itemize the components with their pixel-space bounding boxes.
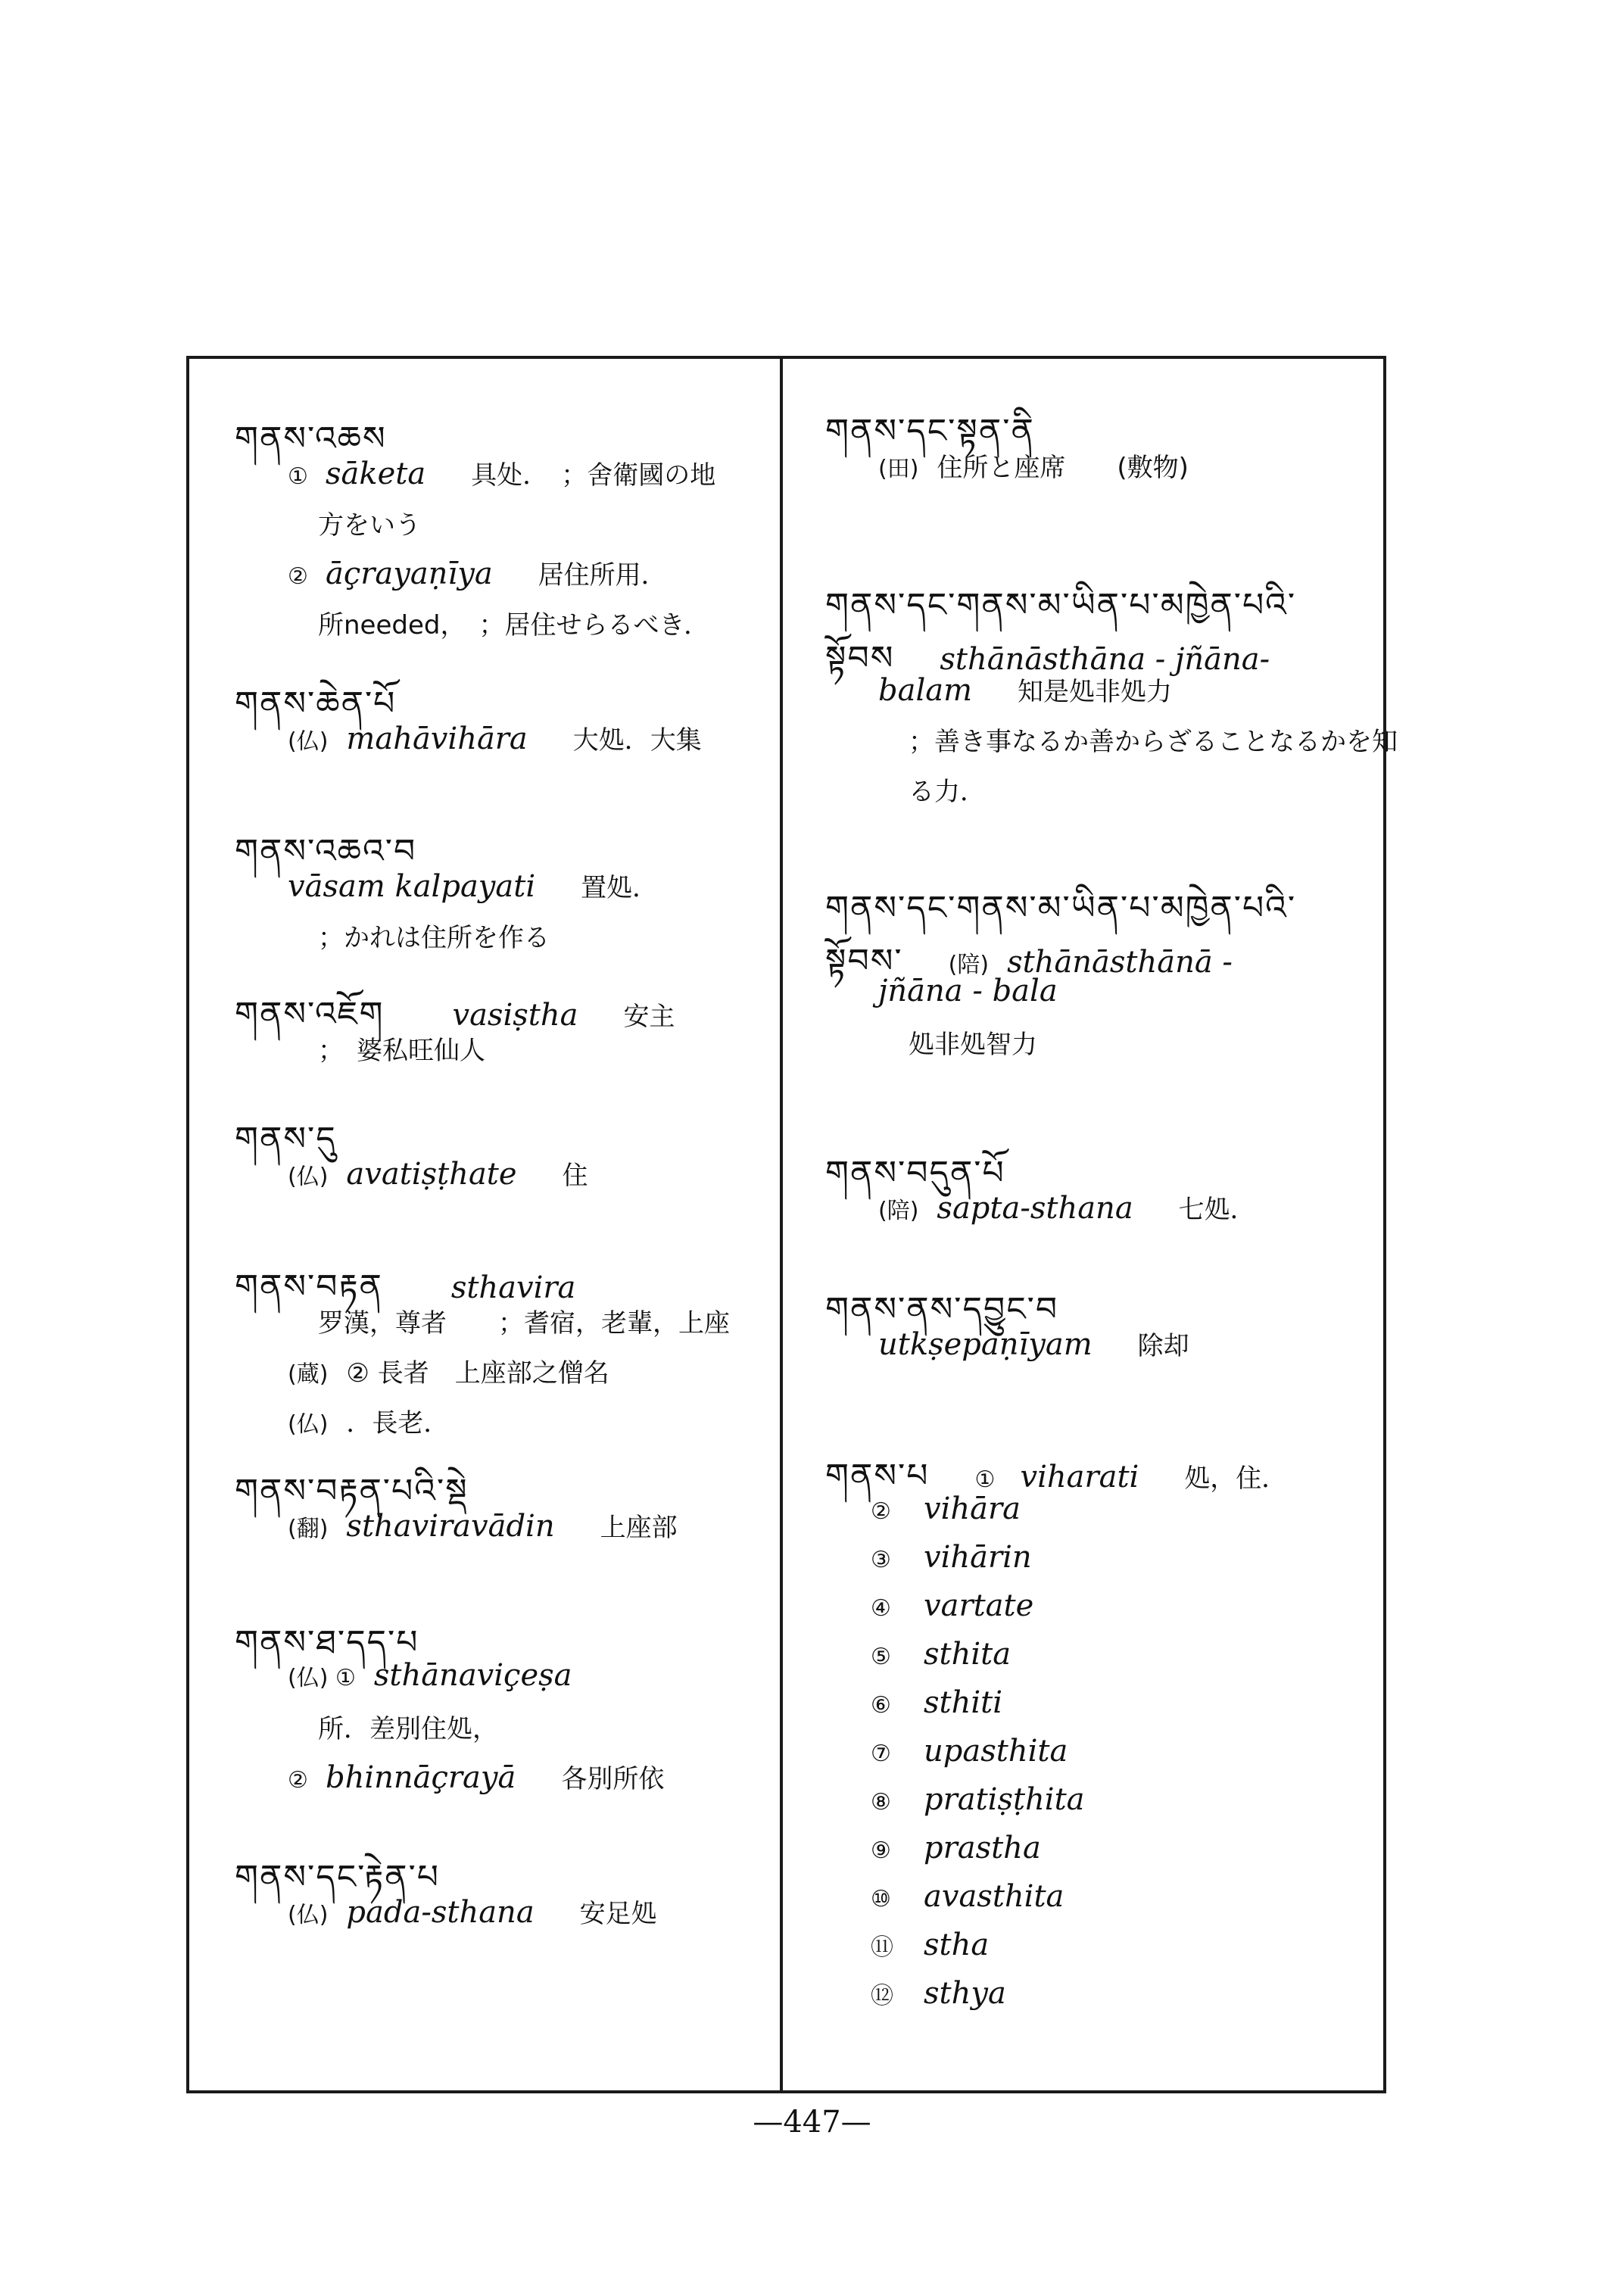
japanese-gloss: 安主: [623, 1002, 675, 1032]
japanese-gloss: 除却: [1137, 1331, 1189, 1361]
entry-line: [318, 1708, 498, 1745]
tibetan-headword: གནས་དུ: [235, 1120, 337, 1158]
japanese-gloss: 大処．大集: [572, 725, 702, 756]
column-divider: [780, 357, 783, 2093]
sense-number: ⑤: [871, 1644, 891, 1670]
japanese-gloss: 具处． ；舍衛國の地: [471, 460, 716, 491]
sense-list-item: [871, 1928, 989, 1962]
japanese-gloss: 処，住．: [1184, 1463, 1288, 1494]
sanskrit-term: balam: [878, 673, 973, 708]
source-tag: (翻): [288, 1516, 329, 1542]
tibetan-headword: གནས་བརྟན་པའི་སྡེ: [235, 1472, 469, 1510]
tibetan-headword: གནས་ཆེན་པོ: [235, 684, 397, 723]
entry-line: [318, 1030, 485, 1067]
sanskrit-term: mahāvihāra: [346, 722, 528, 756]
japanese-gloss: ；かれは住所を作る: [318, 923, 550, 953]
sanskrit-term: vihārin: [924, 1540, 1032, 1575]
japanese-gloss: 置処．: [581, 873, 659, 903]
sanskrit-term: vāsam kalpayati: [288, 869, 536, 904]
sanskrit-term: sthavira: [450, 1270, 576, 1305]
sanskrit-term: bhinnāçrayā: [326, 1760, 516, 1795]
sense-list-item: [871, 1540, 1032, 1575]
sanskrit-term: utkṣepaṇīyam: [878, 1327, 1093, 1362]
sense-number: ①: [974, 1466, 996, 1493]
tibetan-headword: གནས་དང་གནས་མ་ཡིན་པ་མཁྱེན་པའི་: [825, 889, 1297, 927]
japanese-gloss: 方をいう: [318, 510, 421, 541]
sense-number: ⑥: [871, 1692, 891, 1719]
entry-line: [318, 917, 550, 954]
tibetan-headword: གནས་པ: [825, 1457, 930, 1495]
sense-number: ⑧: [871, 1789, 891, 1816]
japanese-gloss: ② 長者 上座部之僧名: [346, 1358, 609, 1389]
source-tag: (陪): [948, 952, 990, 978]
tibetan-continuation: སྟོབས: [825, 639, 895, 678]
entry-line: [318, 1302, 730, 1339]
sanskrit-term: sthānāsthāna - jñāna-: [940, 642, 1270, 677]
japanese-gloss: 住所と座席 (敷物): [937, 453, 1189, 483]
japanese-gloss: 各別所依: [561, 1764, 665, 1794]
tibetan-headword: གནས་ཐ་དད་པ: [235, 1623, 419, 1662]
tibetan-continuation: སྟོབས་: [825, 942, 903, 980]
sanskrit-term: pada-sthana: [346, 1895, 535, 1930]
japanese-gloss: 所needed， ；居住せらるべき．: [318, 610, 710, 641]
sense-number: ②: [288, 1767, 308, 1794]
sense-list-item: [871, 1491, 1021, 1526]
japanese-gloss: ．長老．: [346, 1408, 450, 1438]
sense-list-item: [871, 1637, 1011, 1672]
sense-list-item: [871, 1685, 1002, 1720]
sense-number: ⑫: [871, 1983, 893, 2009]
sense-list-item: [871, 1879, 1064, 1914]
sanskrit-term: vasiṣtha: [452, 998, 578, 1033]
sanskrit-term: sapta-sthana: [937, 1191, 1133, 1226]
sanskrit-term: sthaviravādin: [346, 1509, 555, 1544]
entry-line: [909, 1024, 1037, 1061]
sense-list-item: [871, 1976, 1006, 2011]
entry-line: [288, 1893, 657, 1930]
tibetan-headword: གནས་དང་གནས་མ་ཡིན་པ་མཁྱེན་པའི་: [825, 586, 1297, 625]
entry-line: [288, 554, 667, 591]
sense-list-item: [871, 1782, 1085, 1817]
sanskrit-term: jñāna - bala: [878, 974, 1058, 1008]
sanskrit-term: sthiti: [924, 1685, 1003, 1720]
source-tag: (田): [878, 456, 919, 482]
sense-number: ③: [871, 1547, 891, 1573]
entry-line: [288, 1155, 588, 1192]
entry-line: [288, 1658, 618, 1693]
japanese-gloss: 処非処智力: [909, 1030, 1037, 1060]
sense-number: ④: [871, 1595, 891, 1622]
entry-line: [878, 447, 1189, 484]
source-tag: (仏): [288, 1411, 329, 1438]
sense-number: ①: [288, 463, 308, 490]
sanskrit-term: stha: [924, 1928, 990, 1962]
entry-line: [909, 721, 1398, 758]
source-tag: (仏): [288, 728, 329, 755]
entry-line: [288, 454, 715, 491]
source-tag: (蔵): [288, 1361, 329, 1388]
source-tag: (仏): [288, 1164, 329, 1190]
entry-line: [878, 974, 1103, 1008]
tibetan-headword: གནས་ནས་དབྱུང་བ: [825, 1290, 1059, 1329]
tibetan-headword: གནས་བདུན་པོ: [825, 1154, 1005, 1192]
japanese-gloss: 安足処: [579, 1899, 657, 1929]
page-number: —447—: [753, 2105, 871, 2140]
sense-number: ②: [288, 563, 308, 590]
sanskrit-term: sthānāsthānā -: [1007, 945, 1233, 980]
entry-line: [288, 1402, 449, 1439]
japanese-gloss: 知是処非処力: [1018, 677, 1173, 707]
tibetan-headword: གནས་བརྟན: [235, 1267, 383, 1306]
source-tag: (陪): [878, 1198, 919, 1224]
sanskrit-term: vartate: [924, 1588, 1034, 1623]
sense-number: ⑦: [871, 1741, 891, 1767]
entry-line: [288, 1352, 609, 1389]
sense-number: ⑪: [871, 1934, 893, 1961]
entry-line: [878, 1189, 1256, 1226]
source-tag: (仏) ①: [288, 1665, 356, 1691]
entry-line: [288, 1758, 664, 1795]
japanese-gloss: 七処．: [1178, 1195, 1256, 1225]
japanese-gloss: ；善き事なるか善からざることなるかを知: [909, 727, 1398, 757]
tibetan-headword: གནས་འཆས: [235, 419, 387, 458]
sanskrit-term: sthya: [924, 1976, 1006, 2011]
japanese-gloss: 住: [562, 1161, 588, 1191]
sense-list-item: [871, 1734, 1068, 1769]
entry-line: [288, 867, 658, 904]
entry-line: [318, 604, 709, 641]
sanskrit-term: āçrayaṇīya: [326, 556, 493, 591]
sense-number: ⑩: [871, 1886, 891, 1912]
sanskrit-term: viharati: [1020, 1460, 1139, 1495]
sanskrit-term: upasthita: [924, 1734, 1068, 1769]
entry-line: [288, 1507, 678, 1544]
sanskrit-term: pratiṣṭhita: [924, 1782, 1085, 1817]
tibetan-headword: གནས་འཇོག: [235, 995, 385, 1033]
entry-line: [878, 671, 1172, 708]
japanese-gloss: る力．: [909, 777, 986, 807]
sense-number: ⑨: [871, 1837, 891, 1864]
entry-line: [318, 504, 421, 541]
tibetan-headword: གནས་དང་སྟན་ནི: [825, 412, 1035, 450]
sanskrit-term: sāketa: [326, 457, 426, 491]
sanskrit-term: sthānaviçeṣa: [373, 1658, 572, 1693]
japanese-gloss: 所．差別住処，: [318, 1714, 498, 1744]
entry-line: [909, 771, 986, 808]
entry-line: [878, 1325, 1189, 1362]
tibetan-headword: གནས་འཆའ་བ: [235, 832, 417, 871]
japanese-gloss: ； 婆私旺仙人: [318, 1036, 485, 1066]
sanskrit-term: sthita: [924, 1637, 1011, 1672]
sanskrit-term: vihāra: [924, 1491, 1021, 1526]
sanskrit-term: avatiṣṭhate: [346, 1157, 517, 1192]
japanese-gloss: 罗漢，尊者 ；耆宿，老輩，上座: [318, 1308, 730, 1339]
entry-line: [288, 719, 702, 756]
japanese-gloss: 居住所用．: [538, 560, 667, 591]
sanskrit-term: prastha: [924, 1831, 1041, 1865]
sanskrit-term: avasthita: [924, 1879, 1064, 1914]
sense-number: ②: [871, 1498, 891, 1525]
japanese-gloss: 上座部: [600, 1513, 678, 1543]
sense-list-item: [871, 1588, 1033, 1623]
sense-list-item: [871, 1831, 1041, 1865]
source-tag: (仏): [288, 1902, 329, 1928]
tibetan-headword: གནས་དང་རྟེན་པ: [235, 1858, 440, 1897]
